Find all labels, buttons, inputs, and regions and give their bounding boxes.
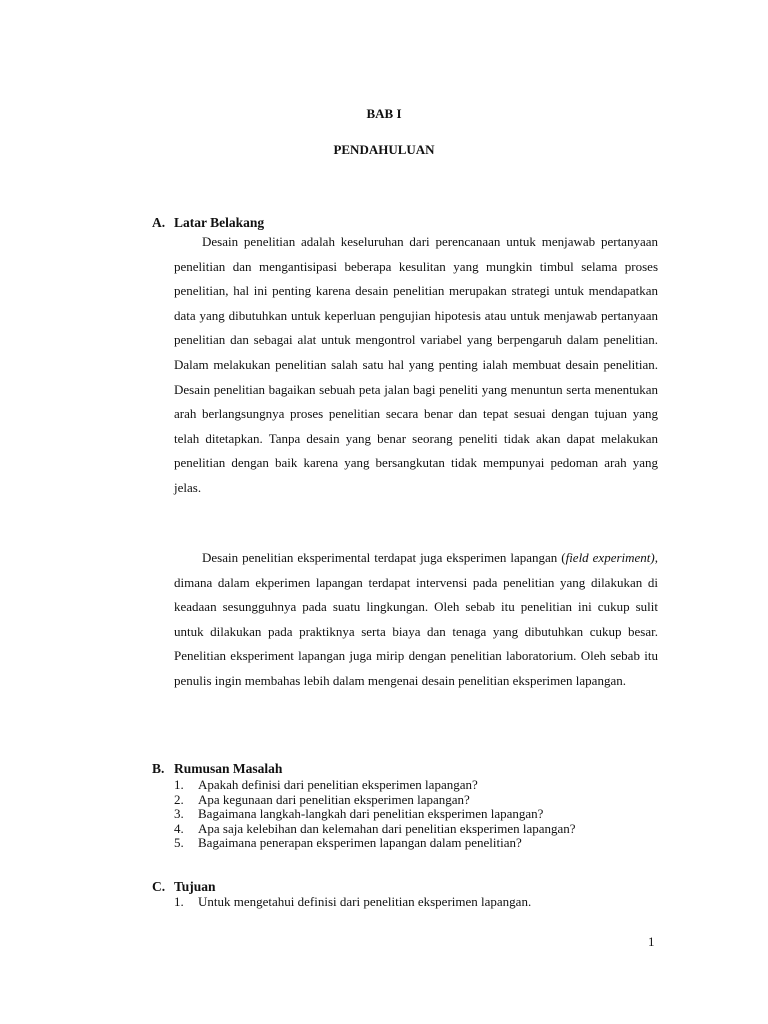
section-b-heading [152,761,282,777]
section-c-list [174,895,658,910]
chapter-number: BAB I [366,106,402,121]
section-b-list [174,778,658,851]
list-item-text: Bagaimana penerapan eksperimen lapangan dalam penelitian? [198,835,522,851]
section-a-title: Latar Belakang [174,215,265,230]
list-item-number: 5. [174,835,184,851]
paragraph-2-italic-term: field experiment) [565,550,655,565]
list-item-number: 4. [174,820,184,836]
section-b-letter: B. [152,761,165,776]
section-c-title: Tujuan [174,879,216,894]
list-item [174,836,658,851]
list-item [174,895,658,910]
list-item [174,822,658,837]
list-item [174,778,658,793]
list-item-number: 1. [174,777,184,792]
section-b-title: Rumusan Masalah [174,761,283,776]
list-item-text: Apakah definisi dari penelitian eksperimen lapangan? [198,777,478,792]
paragraph-2-text-start: Desain penelitian eksperimental terdapat juga eksperimen lapangan ( [202,550,566,565]
paragraph-2-text-end: , dimana dalam ekperimen lapangan terdapat intervensi pada penelitian yang dilakukan di keadaan sesungguhnya pada suatu lingkungan. Oleh sebab itu penelitian ini cukup sulit untuk dilakukan pada praktiknya serta biaya dan tenaga yang dibutuhkan cukup besar. Penelitian eksperiment lapangan juga mirip dengan penelitian laboratorium. Oleh sebab itu penulis ingin membahas lebih dalam mengenai desain penelitian eksperimen lapangan. [174,550,658,688]
section-a-heading [152,215,264,231]
list-item-text: Bagaimana langkah-langkah dari penelitian eksperimen lapangan? [198,806,544,822]
list-item-number: 3. [174,806,184,822]
list-item-text: Apa kegunaan dari penelitian eksperimen lapangan? [198,791,470,807]
list-item [174,807,658,822]
list-item-text: Apa saja kelebihan dan kelemahan dari penelitian eksperimen lapangan? [198,820,576,836]
section-c-letter: C. [152,879,166,894]
list-item [174,793,658,808]
section-a-paragraph-2 [174,546,658,694]
chapter-title: PENDAHULUAN [333,142,435,157]
list-item-text: Untuk mengetahui definisi dari penelitian eksperimen lapangan. [198,894,532,909]
section-a-letter: A. [152,215,166,230]
list-item-number: 1. [174,894,184,909]
section-a-paragraph-1: Desain penelitian adalah keseluruhan dari perencanaan untuk menjawab pertanyaan penelitian dan mengantisipasi beberapa kesulitan yang mungkin timbul selama proses penelitian, hal ini penting karena desain penelitian merupakan strategi untuk mendapatkan data yang dibutuhkan untuk keperluan pengujian hipotesis atau untuk menjawab pertanyaan penelitian dan sebagai alat untuk mengontrol variabel yang berpengaruh dalam penelitian. Dalam melakukan penelitian salah satu hal yang penting ialah membuat desain penelitian. Desain penelitian bagaikan sebuah peta jalan bagi peneliti yang menuntun serta menentukan arah berlangsungnya proses penelitian secara benar dan tepat sesuai dengan tujuan yang telah ditetapkan. Tanpa desain yang benar seorang peneliti tidak akan dapat melakukan penelitian dengan baik karena yang bersangkutan tidak mempunyai pedoman arah yang jelas. [174,234,658,495]
section-c-heading [152,879,216,895]
list-item-number: 2. [174,791,184,807]
page-number: 1 [648,934,655,949]
